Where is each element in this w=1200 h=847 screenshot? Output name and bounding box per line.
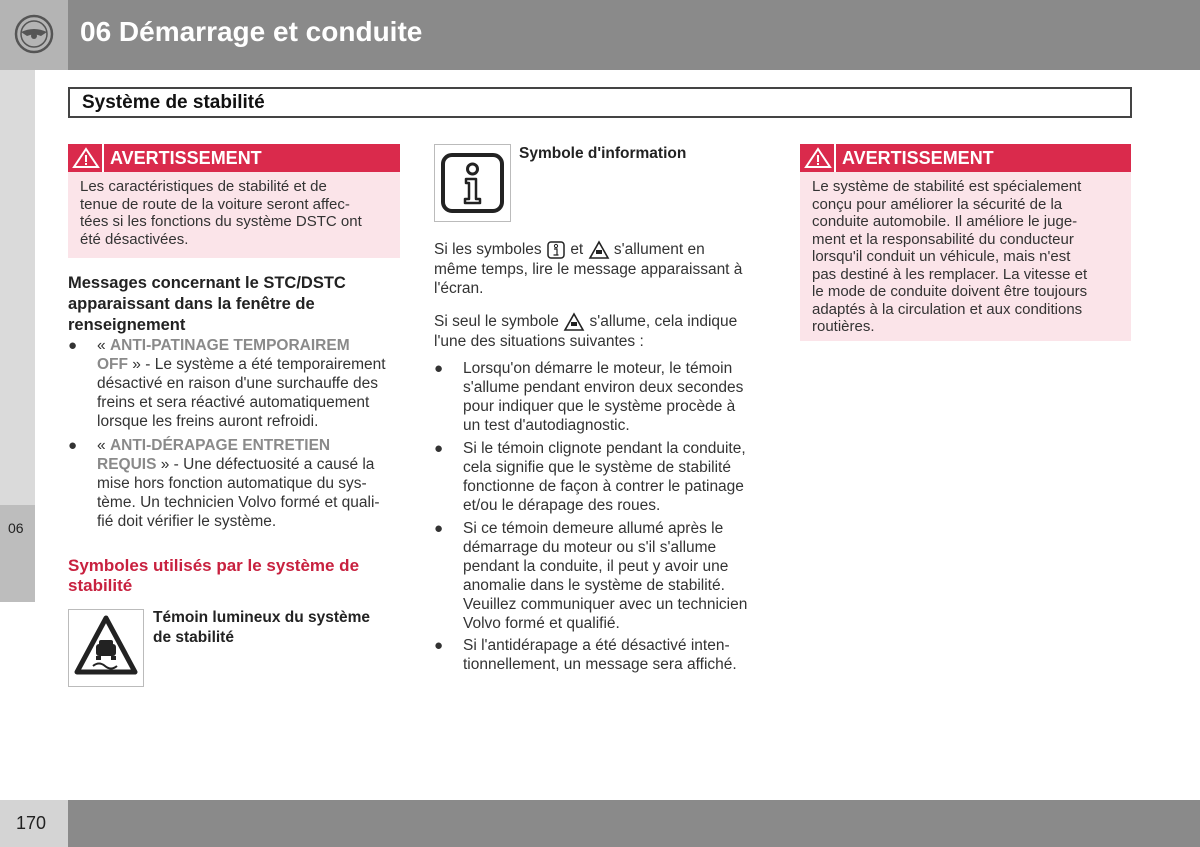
paragraph-both-symbols: Si les symboles et s'allument en même temps, lire le message apparaissant à l'écran. — [434, 241, 743, 297]
stability-control-icon — [588, 240, 610, 260]
symbols-heading: Symboles utilisés par le système de stabilité — [68, 556, 360, 595]
bullet-dot: ● — [68, 437, 78, 454]
message-code: ANTI-PATINAGE TEMPORAIREM — [109, 337, 350, 354]
warning-triangle-icon — [72, 147, 100, 169]
chapter-header-bar — [0, 0, 1200, 70]
message-code: ANTI-DÉRAPAGE ENTRETIEN — [109, 437, 331, 454]
message-item: ● « ANTI-PATINAGE TEMPORAIREM OFF » - Le système a été temporairement désactivé en raison d'une surchauffe des freins et sera réactivé automatiquement lorsque les freins auront refroidi. — [68, 337, 386, 430]
warning-title: AVERTISSEMENT — [110, 148, 262, 168]
section-title: Système de stabilité — [82, 92, 265, 113]
warning-text: Le système de stabilité est spécialement conçu pour améliorer la sécurité de la conduite automobile. Il améliore le juge- ment et la responsabilité du conducteur lorsqu'il conduit un véhicule, mais n'est pas destiné à les remplacer. La vitesse et le mode de conduite doivent être toujours adaptés à la circulation et aux conditions routières. — [812, 178, 1088, 335]
info-symbol-icon-box — [434, 144, 511, 222]
steering-wheel-icon — [14, 14, 54, 54]
warning-box-left — [68, 144, 400, 258]
messages-heading: Messages concernant le STC/DSTC apparaissant dans la fenêtre de renseignement — [68, 274, 346, 334]
stability-control-icon — [69, 610, 143, 686]
situation-item: ● Lorsqu'on démarre le moteur, le témoin s'allume pendant environ deux secondes pour indiquer que le système procède à un test d'autodiagnostic. — [434, 360, 744, 434]
stability-control-icon — [563, 312, 585, 332]
warning-header — [68, 144, 400, 172]
bullet-dot: ● — [434, 440, 444, 457]
bullet-dot: ● — [434, 360, 444, 377]
warning-triangle-icon — [804, 147, 832, 169]
chapter-title: 06 Démarrage et conduite — [80, 16, 423, 47]
info-icon — [546, 240, 566, 260]
warning-text: Les caractéristiques de stabilité et de tenue de route de la voiture seront affec- tées si les fonctions du système DSTC ont été désactivées. — [80, 178, 362, 248]
situation-item: ● Si l'antidérapage a été désactivé inten- tionnellement, un message sera affiché. — [434, 637, 737, 673]
bullet-dot: ● — [434, 637, 444, 654]
bullet-dot: ● — [434, 520, 444, 537]
stability-lamp-icon-box — [68, 609, 144, 687]
chapter-tab-label: 06 — [8, 520, 24, 536]
warning-title: AVERTISSEMENT — [842, 148, 994, 168]
info-symbol-label: Symbole d'information — [519, 145, 687, 162]
footer-bar — [0, 800, 1200, 847]
situation-item: ● Si ce témoin demeure allumé après le démarrage du moteur ou s'il s'allume pendant la conduite, il peut y avoir une anomalie dans le système de stabilité. Veuillez communiquer avec un technicien Volvo formé et qualifié. — [434, 520, 748, 632]
situation-item: ● Si le témoin clignote pendant la conduite, cela signifie que le système de stabilité fonctionne de façon à contrer le patinage et/ou le dérapage des roues. — [434, 440, 746, 514]
bullet-dot: ● — [68, 337, 78, 354]
section-title-box — [68, 87, 1132, 118]
chapter-icon-area — [0, 0, 68, 70]
warning-box-right — [800, 144, 1131, 341]
page-number-box — [0, 800, 68, 847]
info-icon — [435, 145, 510, 221]
message-item: ● « ANTI-DÉRAPAGE ENTRETIEN REQUIS » - Une défectuosité a causé la mise hors fonction automatique du sys- tème. Un technicien Volvo formé et quali- fié doit vérifier le système. — [68, 437, 380, 530]
warning-header — [800, 144, 1131, 172]
page-number: 170 — [16, 813, 47, 833]
stability-lamp-label: Témoin lumineux du système de stabilité — [153, 609, 371, 646]
chapter-tab — [0, 505, 35, 602]
paragraph-single-symbol: Si seul le symbole s'allume, cela indique l'une des situations suivantes : — [434, 313, 738, 350]
